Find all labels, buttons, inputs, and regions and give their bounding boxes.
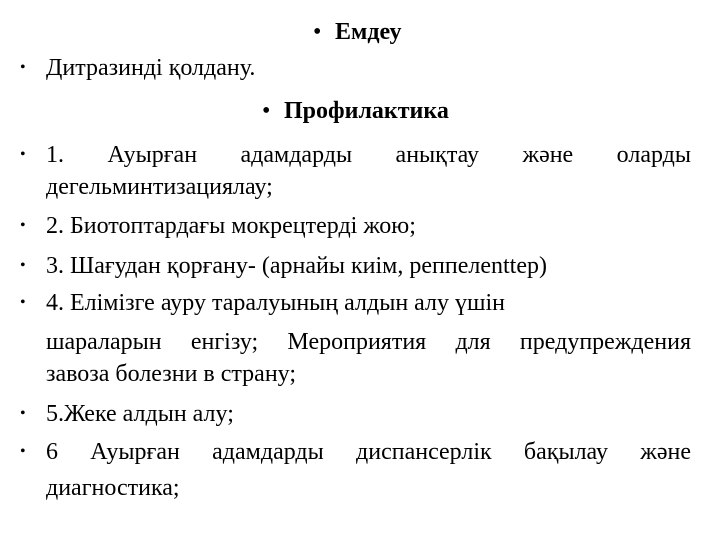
bullet-icon: • <box>20 405 26 422</box>
bullet-icon: • <box>20 443 26 460</box>
list-item-6-line-1: 6 Ауырған адамдарды диспансерлік бақылау және <box>46 439 691 465</box>
list-item-1-line-1: 1. Ауырған адамдарды анықтау және оларды <box>46 142 691 168</box>
list-item-2-text: 2. Биотоптардағы мокрецтерді жою; <box>46 213 416 239</box>
list-item-1-line-2: дегельминтизациялау; <box>46 174 273 200</box>
heading-treatment-text: Емдеу <box>335 19 402 45</box>
list-item-6-line-2: диагностика; <box>46 475 180 501</box>
treatment-item-text: Дитразинді қолдану. <box>46 55 256 81</box>
bullet-icon: • <box>262 98 271 124</box>
list-item-4-line-1: 4. Елімізге ауру таралуының алдын алу үшін <box>46 290 505 316</box>
heading-treatment <box>0 18 720 46</box>
list-item-4-line-2: шараларын енгізу; Мероприятия для предупреждения <box>46 329 691 355</box>
bullet-icon: • <box>20 217 26 234</box>
heading-prevention-text: Профилактика <box>284 98 449 124</box>
bullet-icon: • <box>20 257 26 274</box>
bullet-icon: • <box>313 19 322 45</box>
heading-prevention <box>0 97 720 125</box>
list-item-5-text: 5.Жеке алдын алу; <box>46 401 234 427</box>
bullet-icon: • <box>20 146 26 163</box>
list-item-4-line-3: завоза болезни в страну; <box>46 361 297 387</box>
list-item-3-text: 3. Шағудан қорғану- (арнайы киім, реппелenttер) <box>46 253 547 279</box>
bullet-icon: • <box>20 59 26 76</box>
bullet-icon: • <box>20 294 26 311</box>
